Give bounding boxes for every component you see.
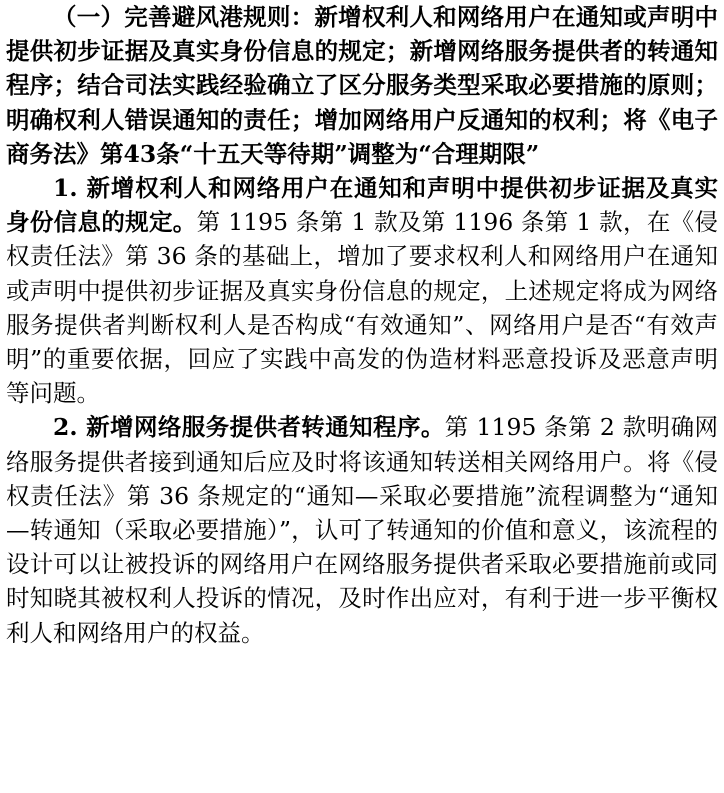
section-heading: （一）完善避风港规则：新增权利人和网络用户在通知或声明中提供初步证据及真实身份信息的规定；新增网络服务提供者的转通知程序；结合司法实践经验确立了区分服务类型采取必要措施的原则；明确权利人错误通知的责任；增加网络用户反通知的权利；将《电子商务法》第43条“十五天等待期”调整为“合理期限”: [6, 3, 718, 168]
paragraph-2-lead: 2. 新增网络服务提供者转通知程序。: [53, 413, 445, 442]
paragraph-1-lead: 1. 新增权利人和网络用户在通知和声明中提供初步证据及真实身份信息的规定。: [6, 174, 718, 237]
paragraph-1: [6, 171, 718, 410]
paragraph-1-body: 第 1195 条第 1 款及第 1196 条第 1 款，在《侵权责任法》第 36 条的基础上，增加了要求权利人和网络用户在通知或声明中提供初步证据及真实身份信息的规定，上述规定将成为网络服务提供者判断权利人是否构成“有效通知”、网络用户是否“有效声明”的重要依据，回应了实践中高发的伪造材料恶意投诉及恶意声明等问题。: [6, 208, 718, 408]
paragraph-2: [6, 410, 718, 649]
paragraph-2-body: 第 1195 条第 2 款明确网络服务提供者接到通知后应及时将该通知转送相关网络用户。将《侵权责任法》第 36 条规定的“通知—采取必要措施”流程调整为“通知—转通知（采取必要措施）”，认可了转通知的价值和意义，该流程的设计可以让被投诉的网络用户在网络服务提供者采取必要措施前或同时知晓其被权利人投诉的情况，及时作出应对，有利于进一步平衡权利人和网络用户的权益。: [6, 413, 718, 647]
